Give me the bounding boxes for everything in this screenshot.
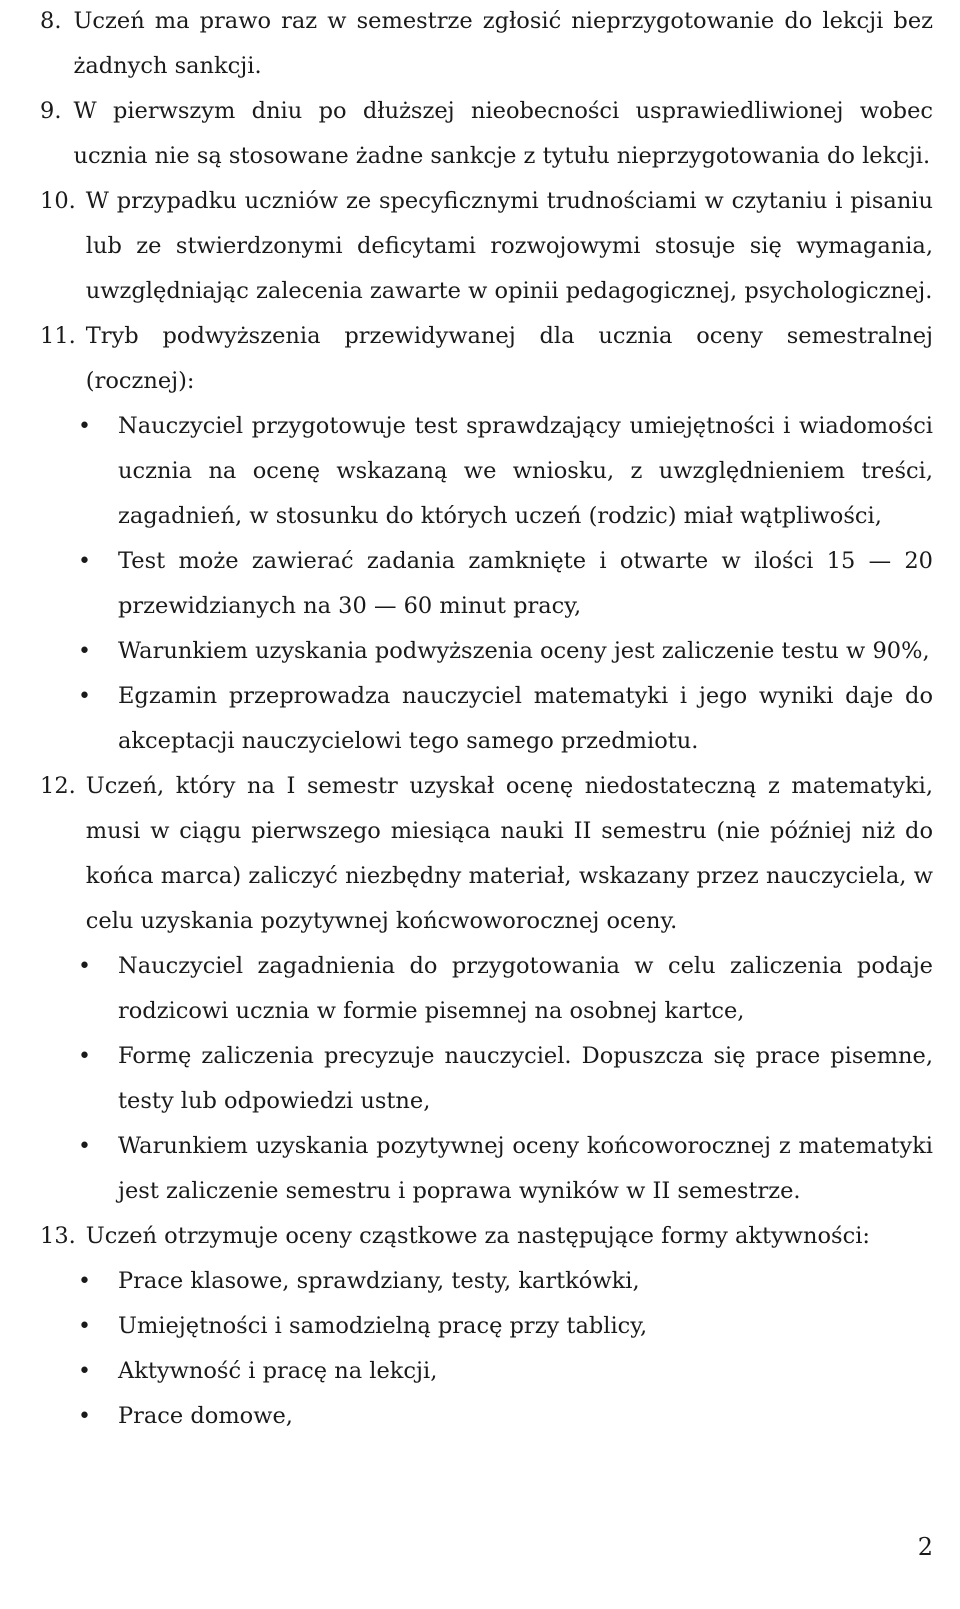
bullet-item [40,404,933,539]
item-13-bullets [40,1259,933,1439]
item-number: 8. [40,8,62,34]
bullet-icon: • [78,1134,91,1159]
item-text: Tryb podwyższenia przewidywanej dla ucznia oceny semestralnej (rocznej): [85,323,933,394]
item-text: W pierwszym dniu po dłuższej nieobecności usprawiedliwionej wobec ucznia nie są stosowane żadne sankcje z tytułu nieprzygotowania do lekcji. [73,98,933,169]
list-item-11 [40,314,933,404]
bullet-text: Prace klasowe, sprawdziany, testy, kartkówki, [118,1268,640,1294]
bullet-text: Egzamin przeprowadza nauczyciel matematyki i jego wyniki daje do akceptacji nauczycielowi tego samego przedmiotu. [118,683,933,754]
item-number: 10. [40,188,76,214]
list-item-9 [40,89,933,179]
bullet-icon: • [78,1359,91,1384]
item-12-bullets [40,944,933,1214]
bullet-text: Prace domowe, [118,1403,293,1429]
bullet-icon: • [78,414,91,439]
bullet-item [40,944,933,1034]
bullet-item [40,674,933,764]
bullet-item [40,1394,933,1439]
item-text: Uczeń ma prawo raz w semestrze zgłosić nieprzygotowanie do lekcji bez żadnych sankcji. [73,8,933,79]
bullet-text: Warunkiem uzyskania pozytywnej oceny końcoworocznej z matematyki jest zaliczenie semestru i poprawa wyników w II semestrze. [118,1133,933,1204]
item-number: 9. [40,98,62,124]
bullet-text: Formę zaliczenia precyzuje nauczyciel. Dopuszcza się prace pisemne, testy lub odpowiedzi ustne, [118,1043,933,1114]
bullet-icon: • [78,639,91,664]
bullet-item [40,629,933,674]
item-text: Uczeń otrzymuje oceny cząstkowe za następujące formy aktywności: [85,1223,870,1249]
bullet-icon: • [78,1044,91,1069]
bullet-text: Nauczyciel zagadnienia do przygotowania w celu zaliczenia podaje rodzicowi ucznia w formie pisemnej na osobnej kartce, [118,953,933,1024]
bullet-item [40,1124,933,1214]
item-11-bullets [40,404,933,764]
bullet-icon: • [78,1404,91,1429]
bullet-icon: • [78,1314,91,1339]
bullet-text: Umiejętności i samodzielną pracę przy tablicy, [118,1313,648,1339]
document-body [40,0,933,1439]
bullet-item [40,1259,933,1304]
list-item-12 [40,764,933,944]
bullet-text: Warunkiem uzyskania podwyższenia oceny jest zaliczenie testu w 90%, [118,638,930,664]
bullet-item [40,539,933,629]
bullet-icon: • [78,1269,91,1294]
list-item-13 [40,1214,933,1259]
bullet-text: Aktywność i pracę na lekcji, [118,1358,438,1384]
bullet-icon: • [78,549,91,574]
bullet-text: Test może zawierać zadania zamknięte i otwarte w ilości 15 — 20 przewidzianych na 30 — 60 minut pracy, [118,548,933,619]
item-text: Uczeń, który na I semestr uzyskał ocenę niedostateczną z matematyki, musi w ciągu pierwszego miesiąca nauki II semestru (nie później niż do końca marca) zaliczyć niezbędny materiał, wskazany przez nauczyciela, w celu uzyskania pozytywnej końcwoworocznej oceny. [85,773,933,934]
item-number: 11. [40,323,76,349]
list-item-8 [40,0,933,89]
bullet-item [40,1304,933,1349]
item-text: W przypadku uczniów ze specyficznymi trudnościami w czytaniu i pisaniu lub ze stwierdzonymi deficytami rozwojowymi stosuje się wymagania, uwzględniając zalecenia zawarte w opinii pedagogicznej, psychologicznej. [85,188,933,304]
item-number: 13. [40,1223,76,1249]
bullet-item [40,1034,933,1124]
list-item-10 [40,179,933,314]
item-number: 12. [40,773,76,799]
bullet-text: Nauczyciel przygotowuje test sprawdzający umiejętności i wiadomości ucznia na ocenę wskazaną we wniosku, z uwzględnieniem treści, zagadnień, w stosunku do których uczeń (rodzic) miał wątpliwości, [118,413,933,529]
bullet-icon: • [78,684,91,709]
bullet-item [40,1349,933,1394]
page-number: 2 [917,1533,933,1561]
bullet-icon: • [78,954,91,979]
